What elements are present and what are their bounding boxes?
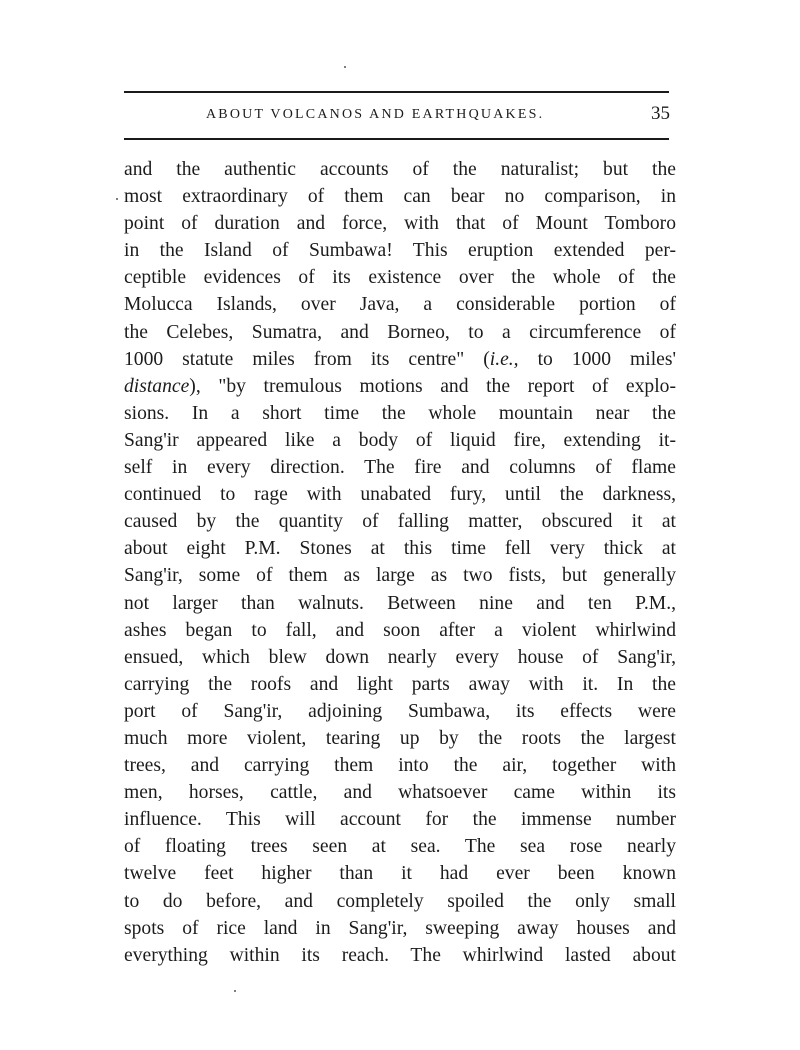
- running-head: [124, 100, 672, 128]
- text-line: ensued, which blew down nearly every house of Sang'ir,: [124, 646, 676, 668]
- paper-speck: [344, 66, 346, 68]
- text-line: port of Sang'ir, adjoining Sumbawa, its effects were: [124, 700, 676, 722]
- text-line: [124, 373, 676, 400]
- header-rule-bottom: [124, 138, 669, 140]
- text-line: sions. In a short time the whole mountain near the: [124, 402, 676, 424]
- text-line: everything within its reach. The whirlwind lasted about: [124, 944, 676, 966]
- text-line: of floating trees seen at sea. The sea rose nearly: [124, 836, 676, 858]
- text-line: ceptible evidences of its existence over the whole of the: [124, 267, 676, 289]
- text-line: caused by the quantity of falling matter, obscured it at: [124, 511, 676, 533]
- header-rule-top: [124, 91, 669, 93]
- text-line: continued to rage with unabated fury, until the darkness,: [124, 484, 676, 506]
- text-line: and the authentic accounts of the naturalist; but the: [124, 159, 676, 180]
- text-fragment: to 1000 miles': [518, 348, 676, 370]
- body-text: [124, 156, 676, 969]
- paper-speck: [234, 990, 236, 992]
- text-line: Molucca Islands, over Java, a considerable portion of: [124, 294, 676, 316]
- text-line: Sang'ir, some of them as large as two fists, but generally: [124, 565, 676, 587]
- running-title: ABOUT VOLCANOS AND EARTHQUAKES.: [206, 107, 545, 122]
- text-line: not larger than walnuts. Between nine and ten P.M.,: [124, 592, 676, 614]
- text-line: most extraordinary of them can bear no comparison, in: [124, 186, 676, 208]
- text-line: the Celebes, Sumatra, and Borneo, to a circumference of: [124, 321, 676, 343]
- text-fragment: 1000 statute miles from its centre" (: [124, 348, 490, 370]
- text-line: men, horses, cattle, and whatsoever came within its: [124, 782, 676, 804]
- text-line: trees, and carrying them into the air, together with: [124, 755, 676, 777]
- text-line: point of duration and force, with that of Mount Tomboro: [124, 213, 676, 235]
- text-line: Sang'ir appeared like a body of liquid fire, extending it-: [124, 429, 676, 451]
- paper-speck: [116, 198, 118, 200]
- text-line: [124, 346, 676, 373]
- text-line: about eight P.M. Stones at this time fell very thick at: [124, 538, 676, 560]
- text-line: carrying the roofs and light parts away with it. In the: [124, 673, 676, 695]
- text-line: to do before, and completely spoiled the only small: [124, 890, 676, 912]
- text-line: self in every direction. The fire and columns of flame: [124, 457, 676, 479]
- italic-word: distance: [124, 375, 190, 397]
- text-line: influence. This will account for the immense number: [124, 809, 676, 831]
- text-fragment: ), "by tremulous motions and the report of explo-: [189, 375, 676, 397]
- text-line: twelve feet higher than it had ever been known: [124, 863, 676, 885]
- italic-abbreviation: i.e.,: [489, 348, 519, 370]
- text-line: much more violent, tearing up by the roots the largest: [124, 727, 676, 749]
- page-number: 35: [651, 103, 670, 124]
- text-line: in the Island of Sumbawa! This eruption extended per-: [124, 240, 676, 262]
- text-line: spots of rice land in Sang'ir, sweeping away houses and: [124, 917, 676, 939]
- text-line: ashes began to fall, and soon after a violent whirlwind: [124, 619, 676, 641]
